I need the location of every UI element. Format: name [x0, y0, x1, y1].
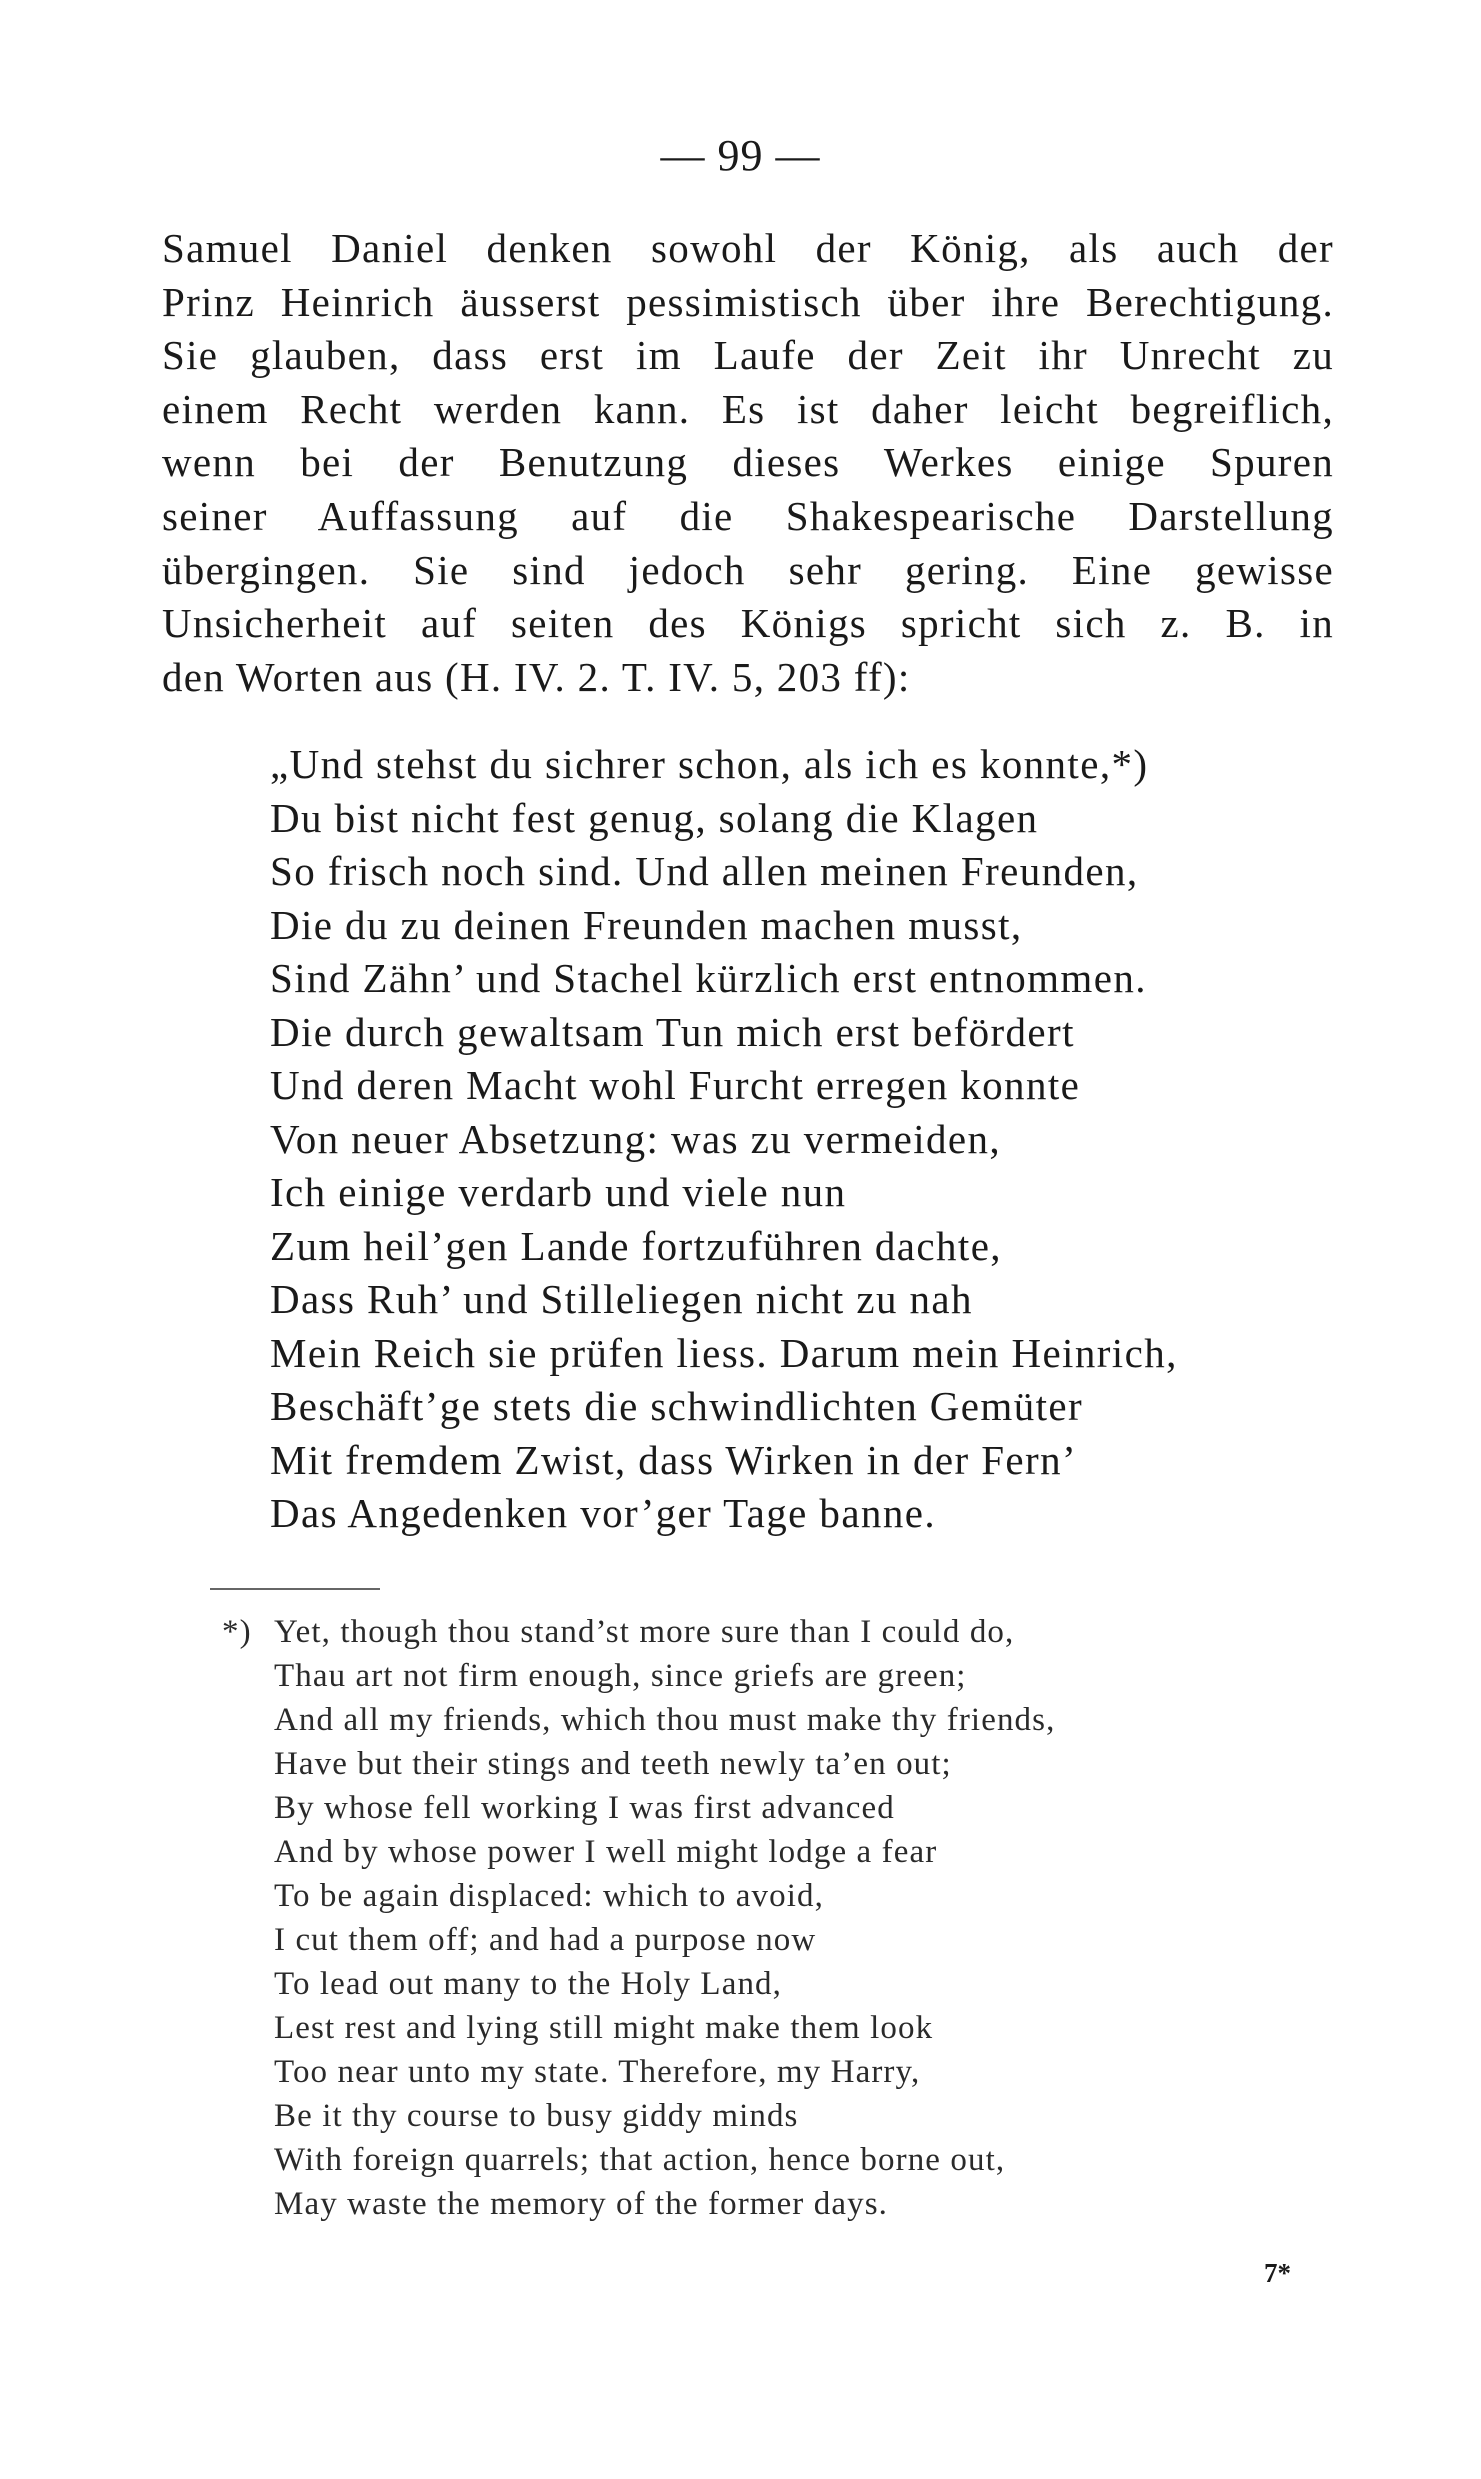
footnote-line: Thau art not firm enough, since griefs are green;	[274, 1658, 967, 1694]
verse-line: Und deren Macht wohl Furcht erregen konnte	[270, 1062, 1081, 1108]
verse-line: Mein Reich sie prüfen liess. Darum mein Heinrich,	[270, 1329, 1178, 1376]
footnote-line: To lead out many to the Holy Land,	[274, 1966, 782, 2002]
verse-line: Die durch gewaltsam Tun mich erst befördert	[270, 1008, 1075, 1055]
footnote-line: Lest rest and lying still might make them look	[274, 2010, 934, 2046]
footnote-line: And by whose power I well might lodge a fear	[274, 1834, 938, 1870]
verse-line: Die du zu deinen Freunden machen musst,	[270, 901, 1023, 948]
verse-line: Zum heil’gen Lande fortzuführen dachte,	[270, 1222, 1002, 1269]
footnote	[222, 1610, 1055, 2226]
paragraph-line: seiner Auffassung auf die Shakespearische Darstellung	[162, 492, 1334, 539]
verse-quote	[270, 738, 1178, 1541]
footnote-line: And all my friends, which thou must make thy friends,	[274, 1702, 1056, 1738]
paragraph-line: einem Recht werden kann. Es ist daher leicht begreiflich,	[162, 385, 1334, 432]
verse-line: Beschäft’ge stets die schwindlichten Gemüter	[270, 1383, 1084, 1429]
paragraph	[162, 222, 1334, 704]
footnote-line: Have but their stings and teeth newly ta’en out;	[274, 1746, 952, 1782]
footnote-line-text: Yet, though thou stand’st more sure than I could do,	[274, 1614, 1015, 1650]
paragraph-line: den Worten aus (H. IV. 2. T. IV. 5, 203 ff):	[162, 653, 911, 700]
verse-line: Mit fremdem Zwist, dass Wirken in der Fern’	[270, 1436, 1078, 1483]
paragraph-line: Unsicherheit auf seiten des Königs spricht sich z. B. in	[162, 600, 1334, 647]
footnote-line: May waste the memory of the former days.	[274, 2186, 888, 2222]
footnote-divider	[210, 1588, 380, 1590]
verse-line: Dass Ruh’ und Stilleliegen nicht zu nah	[270, 1276, 973, 1322]
footnote-line: Be it thy course to busy giddy minds	[274, 2098, 799, 2134]
footnote-line: By whose fell working I was first advanced	[274, 1790, 895, 1826]
footnote-line: Too near unto my state. Therefore, my Harry,	[274, 2054, 921, 2090]
signature-mark: 7*	[1264, 2258, 1291, 2288]
paragraph-line: übergingen. Sie sind jedoch sehr gering. Eine gewisse	[162, 546, 1334, 593]
footnote-line	[222, 1610, 1055, 1654]
verse-line: Von neuer Absetzung: was zu vermeiden,	[270, 1115, 1002, 1162]
verse-line: Du bist nicht fest genug, solang die Klagen	[270, 794, 1039, 841]
paragraph-line: Prinz Heinrich äusserst pessimistisch über ihre Berechtigung.	[162, 278, 1334, 325]
footnote-marker: *)	[222, 1614, 252, 1650]
footnote-line: To be again displaced: which to avoid,	[274, 1878, 824, 1914]
verse-line: Ich einige verdarb und viele nun	[270, 1169, 847, 1215]
paragraph-line: wenn bei der Benutzung dieses Werkes einige Spuren	[162, 439, 1334, 486]
page-number: — 99 —	[660, 131, 821, 180]
paragraph-line: Sie glauben, dass erst im Laufe der Zeit ihr Unrecht zu	[162, 332, 1334, 379]
paragraph-line: Samuel Daniel denken sowohl der König, als auch der	[162, 225, 1334, 271]
verse-line: Sind Zähn’ und Stachel kürzlich erst entnommen.	[270, 955, 1147, 1001]
verse-line: „Und stehst du sichrer schon, als ich es konnte,*)	[270, 741, 1149, 787]
footnote-line: I cut them off; and had a purpose now	[274, 1922, 817, 1958]
verse-line: So frisch noch sind. Und allen meinen Freunden,	[270, 848, 1139, 894]
verse-line: Das Angedenken vor’ger Tage banne.	[270, 1490, 936, 1536]
footnote-line: With foreign quarrels; that action, hence borne out,	[274, 2142, 1006, 2178]
